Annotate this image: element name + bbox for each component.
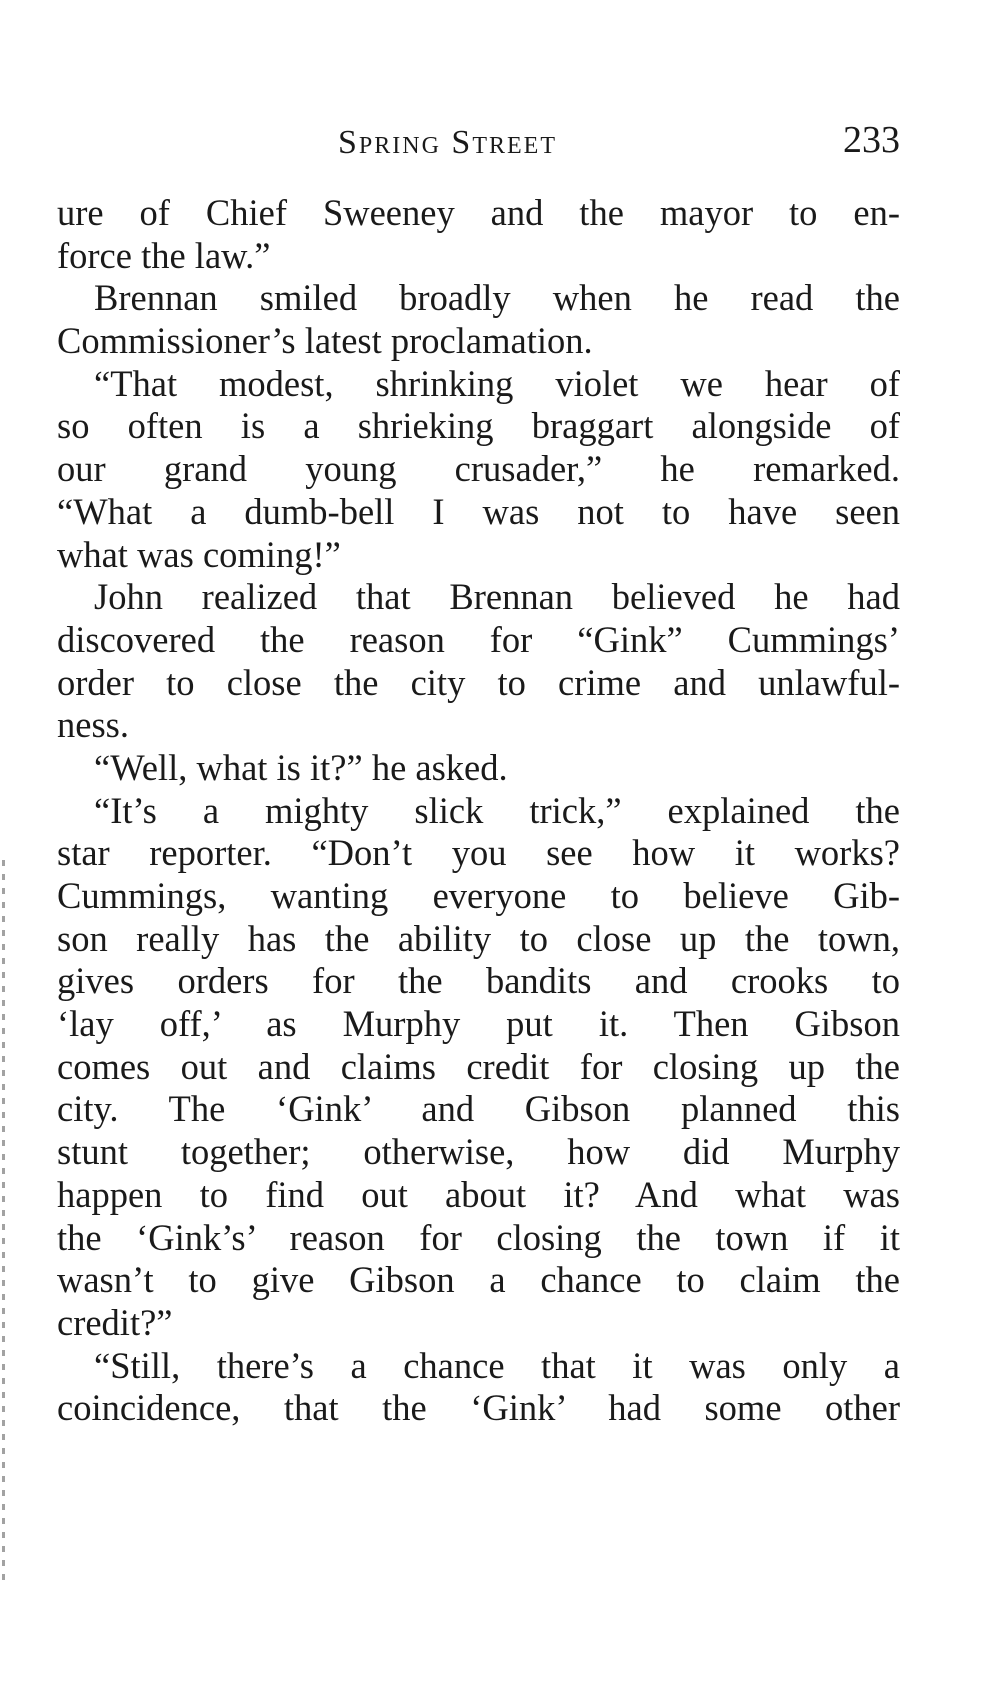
text-line: happen to find out about it? And what was bbox=[57, 1173, 900, 1215]
text-line: gives orders for the bandits and crooks to bbox=[57, 960, 900, 1002]
text-line: credit?” bbox=[57, 1301, 173, 1343]
text-line: coincidence, that the ‘Gink’ had some other bbox=[57, 1387, 900, 1429]
text-line: so often is a shrieking braggart alongside of bbox=[57, 405, 900, 447]
text-line: Brennan smiled broadly when he read the bbox=[94, 277, 900, 319]
text-line: son really has the ability to close up the town, bbox=[57, 917, 900, 959]
text-line: what was coming!” bbox=[57, 533, 341, 575]
text-line: comes out and claims credit for closing up the bbox=[57, 1045, 900, 1087]
text-line: discovered the reason for “Gink” Cummings’ bbox=[57, 618, 900, 660]
text-line: Commissioner’s latest proclamation. bbox=[57, 320, 593, 362]
running-head: Spring Street bbox=[338, 124, 557, 161]
text-line: ness. bbox=[57, 704, 129, 746]
page-number: 233 bbox=[843, 119, 900, 161]
text-line: “It’s a mighty slick trick,” explained the bbox=[94, 789, 900, 831]
text-line: “Still, there’s a chance that it was only a bbox=[94, 1344, 900, 1386]
text-line: wasn’t to give Gibson a chance to claim the bbox=[57, 1259, 900, 1301]
text-line: the ‘Gink’s’ reason for closing the town if it bbox=[57, 1216, 900, 1258]
text-line: John realized that Brennan believed he had bbox=[94, 576, 900, 618]
text-line: order to close the city to crime and unlawful- bbox=[57, 661, 900, 703]
text-line: “That modest, shrinking violet we hear of bbox=[94, 362, 900, 404]
page-header bbox=[0, 112, 1000, 172]
body-text bbox=[57, 192, 900, 1430]
text-line: Cummings, wanting everyone to believe Gib- bbox=[57, 875, 900, 916]
text-line: city. The ‘Gink’ and Gibson planned this bbox=[57, 1088, 900, 1130]
text-line: stunt together; otherwise, how did Murphy bbox=[57, 1131, 900, 1173]
text-line: ure of Chief Sweeney and the mayor to en- bbox=[57, 192, 900, 233]
text-line: force the law.” bbox=[57, 234, 271, 276]
text-line: “Well, what is it?” he asked. bbox=[94, 746, 508, 788]
page-edge-mark bbox=[2, 860, 5, 1580]
text-line: ‘lay off,’ as Murphy put it. Then Gibson bbox=[57, 1003, 900, 1045]
text-line: “What a dumb-bell I was not to have seen bbox=[57, 490, 900, 532]
text-line: star reporter. “Don’t you see how it works? bbox=[57, 832, 900, 874]
text-line: our grand young crusader,” he remarked. bbox=[57, 448, 900, 490]
